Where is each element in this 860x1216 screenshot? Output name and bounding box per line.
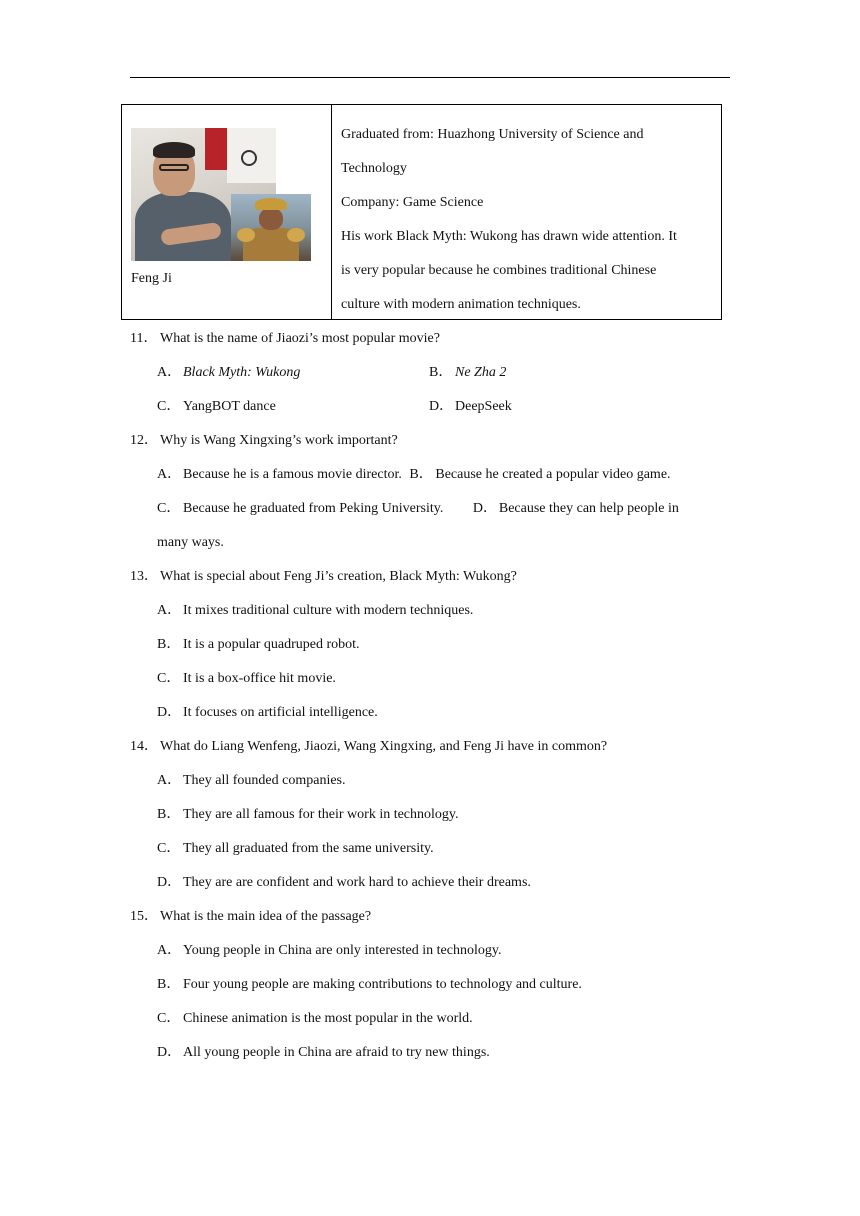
option-c[interactable]: C． Chinese animation is the most popular in the world. — [157, 1011, 473, 1026]
info-line: Technology — [341, 161, 407, 176]
question-15: 15． What is the main idea of the passage? — [130, 909, 372, 924]
profile-table — [121, 104, 722, 320]
option-d[interactable]: D． All young people in China are afraid to try new things. — [157, 1045, 490, 1060]
option-d[interactable]: D． DeepSeek — [429, 399, 512, 414]
question-11: 11． What is the name of Jiaozi’s most popular movie? — [130, 331, 440, 346]
info-line: Graduated from: Huazhong University of Science and — [341, 127, 644, 142]
option-c[interactable]: C． They all graduated from the same university. — [157, 841, 434, 856]
options-row — [157, 356, 730, 390]
photo-cell — [122, 105, 332, 319]
option-d-continuation: many ways. — [157, 535, 224, 550]
option-a[interactable]: A． Young people in China are only interested in technology. — [157, 943, 502, 958]
option-c[interactable]: C． YangBOT dance — [157, 399, 276, 414]
header-rule — [130, 77, 730, 78]
option-a[interactable]: A． They all founded companies. — [157, 773, 346, 788]
info-line: Company: Game Science — [341, 195, 484, 210]
option-b[interactable]: B． Because he created a popular video game. — [409, 467, 671, 482]
question-13: 13． What is special about Feng Ji’s creation, Black Myth: Wukong? — [130, 569, 517, 584]
option-a[interactable]: A． Black Myth: Wukong — [157, 365, 301, 380]
option-d[interactable]: D． They are are confident and work hard to achieve their dreams. — [157, 875, 531, 890]
option-d[interactable]: D． It focuses on artificial intelligence. — [157, 705, 378, 720]
options-row — [157, 390, 730, 424]
option-b[interactable]: B． It is a popular quadruped robot. — [157, 637, 360, 652]
question-12: 12． Why is Wang Xingxing’s work important? — [130, 433, 398, 448]
option-a[interactable]: A． It mixes traditional culture with modern techniques. — [157, 603, 474, 618]
option-b[interactable]: B． Four young people are making contributions to technology and culture. — [157, 977, 582, 992]
question-list — [130, 322, 730, 1070]
info-line: culture with modern animation techniques. — [341, 297, 581, 312]
option-c[interactable]: C． Because he graduated from Peking University. — [157, 501, 444, 516]
question-14: 14． What do Liang Wenfeng, Jiaozi, Wang Xingxing, and Feng Ji have in common? — [130, 739, 608, 754]
option-b[interactable]: B． They are all famous for their work in technology. — [157, 807, 459, 822]
info-line: is very popular because he combines traditional Chinese — [341, 263, 657, 278]
wukong-image — [231, 194, 311, 261]
option-c[interactable]: C． It is a box-office hit movie. — [157, 671, 336, 686]
info-line: His work Black Myth: Wukong has drawn wide attention. It — [341, 229, 677, 244]
option-d[interactable]: D． Because they can help people in — [472, 501, 679, 516]
photo-caption: Feng Ji — [131, 271, 172, 286]
option-b[interactable]: B． Ne Zha 2 — [429, 365, 507, 380]
info-cell — [332, 105, 721, 319]
option-a[interactable]: A． Because he is a famous movie director. — [157, 467, 402, 482]
options-row — [157, 492, 730, 526]
options-row — [157, 458, 730, 492]
